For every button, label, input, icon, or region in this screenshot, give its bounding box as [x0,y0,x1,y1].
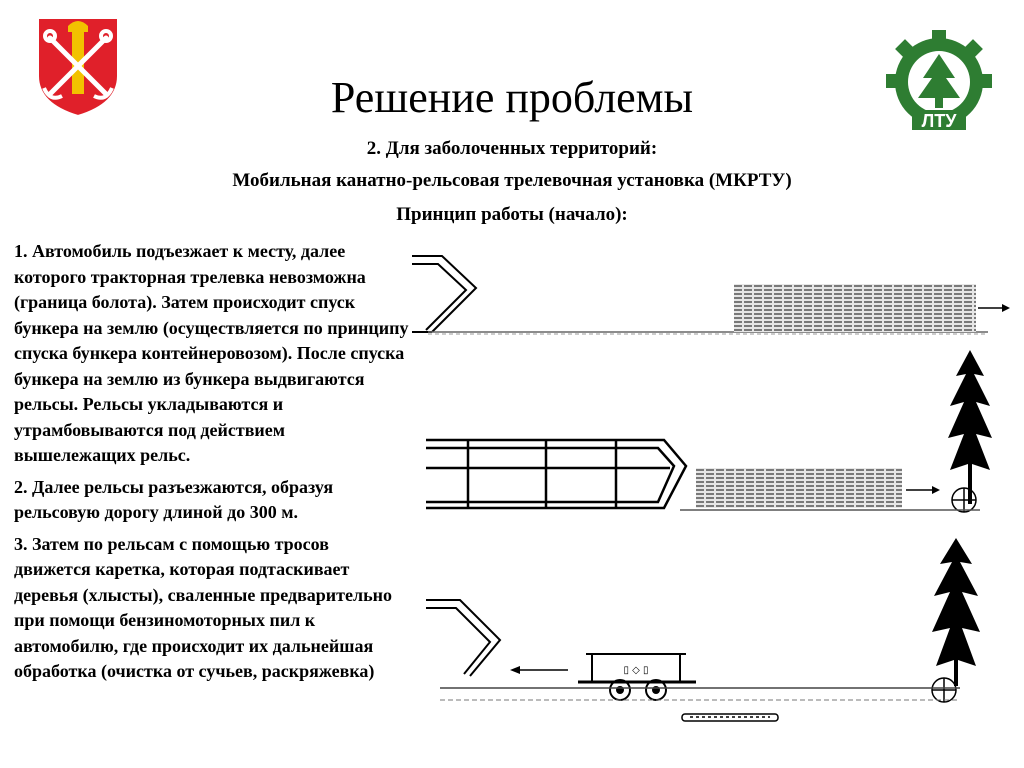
svg-text:ЛТУ: ЛТУ [921,111,957,130]
pulley-wheel-icon [932,678,956,702]
step-1-text: 1. Автомобиль подъезжает к месту, далее которого тракторная трелевка невозможна (граница болота). Затем происходит спуск бункера на землю (осуществляется по принципу спуска бункера контейнеровозом). После спуска бункера на землю из бункера выдвигаются рельсы. Рельсы укладываются и утрамбовываются под действием вышележащих рельс. [14,241,409,465]
tree-icon [948,350,992,504]
step-2-text: 2. Далее рельсы разъезжаются, образуя рельсовую дорогу длиной до 300 м. [14,476,334,522]
page-title: Решение проблемы [330,73,694,122]
stacked-rails-icon [734,284,976,332]
steps-list [14,239,410,691]
stage-3-diagram [420,536,1016,728]
stage-2-diagram [420,346,1016,524]
bunker-frame-icon [412,256,476,332]
pulley-wheel-icon [952,488,976,512]
subtitle-device: Мобильная канатно-рельсовая трелевочная установка (МКРТУ) [232,170,792,191]
svg-text:▯ ◇ ▯: ▯ ◇ ▯ [623,665,649,676]
tree-icon [932,538,980,686]
step-3-text: 3. Затем по рельсам с помощью тросов движется каретка, которая подтаскивает деревья (хлысты), сваленные предварительно при помощи бензиномоторных пил к автомобилю, где происходит их дальнейшая обработка (очистка от сучьев, раскряжевка) [14,533,392,681]
carriage-icon [578,654,696,700]
arrow-right-icon [978,304,1010,312]
arrow-left-icon [510,666,568,674]
stacked-rails-icon [696,468,902,508]
subtitle-principle: Принцип работы (начало): [396,204,628,225]
arrow-right-icon [906,486,940,494]
log-bundle-icon [682,714,778,721]
subtitle-category: 2. Для заболоченных территорий: [366,138,658,159]
stage-1-diagram [408,252,1016,344]
bunker-frame-icon [426,440,686,508]
bunker-frame-icon [426,600,500,676]
